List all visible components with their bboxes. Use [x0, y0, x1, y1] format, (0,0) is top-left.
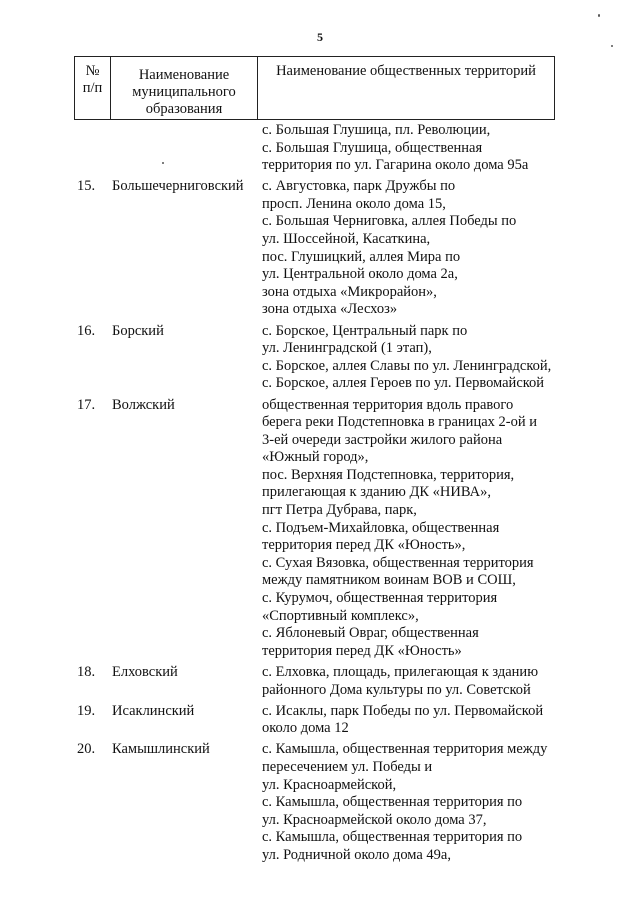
- header-col-municipality: [111, 57, 258, 119]
- row-number: 19.: [77, 702, 96, 719]
- territory-list: [262, 397, 562, 661]
- row-number: 15.: [77, 178, 96, 195]
- territory-line: около дома 12: [262, 720, 349, 737]
- territory-line: общественная территория вдоль правого: [262, 396, 514, 413]
- territory-line: территория перед ДК «Юность»: [262, 642, 462, 659]
- municipality-name: Исаклинский: [112, 702, 195, 719]
- territory-line: с. Елховка, площадь, прилегающая к зданию: [262, 664, 539, 680]
- territory-line: 3-ей очереди застройки жилого района: [262, 431, 503, 448]
- territory-line: берега реки Подстепновка в границах 2-ой и: [262, 414, 537, 431]
- territory-line: ул. Ленинградской (1 этап),: [262, 340, 432, 357]
- municipality-name: Камышлинский: [112, 741, 210, 758]
- territory-line: с. Камышла, общественная территория по: [262, 829, 523, 846]
- territory-line: ул. Центральной около дома 2а,: [262, 266, 458, 283]
- territory-line: с. Борское, аллея Героев по ул. Первомайской: [262, 375, 545, 392]
- page-number: 5: [317, 30, 323, 44]
- scan-speck: [598, 14, 600, 17]
- territory-line: с. Августовка, парк Дружбы по: [262, 178, 456, 195]
- territory-line: с. Борское, Центральный парк по: [262, 322, 468, 339]
- territory-line: «Южный город»,: [262, 449, 369, 466]
- territory-line: ул. Красноармейской,: [262, 776, 397, 793]
- territory-line: с. Борское, аллея Славы по ул. Ленинградской,: [262, 357, 552, 374]
- territory-list: [262, 122, 562, 175]
- municipality-name: Елховский: [112, 664, 178, 680]
- territory-line: с. Камышла, общественная территория по: [262, 794, 523, 811]
- territory-line: с. Сухая Вязовка, общественная территория: [262, 554, 534, 571]
- scan-speck: [611, 45, 613, 47]
- municipality-name: Большечерниговский: [112, 178, 244, 195]
- territory-line: пересечением ул. Победы и: [262, 758, 433, 775]
- territory-line: пос. Верхняя Подстепновка, территория,: [262, 466, 515, 483]
- territory-line: с. Большая Черниговка, аллея Победы по: [262, 213, 517, 230]
- territory-line: ул. Шоссейной, Касаткина,: [262, 231, 431, 248]
- territory-list: [262, 741, 562, 864]
- territory-line: с. Камышла, общественная территория между: [262, 741, 548, 758]
- territory-line: с. Большая Глушица, общественная: [262, 139, 483, 156]
- header-text: Наименование: [138, 67, 230, 83]
- header-col-number: [75, 57, 111, 119]
- territory-line: территория перед ДК «Юность»,: [262, 537, 466, 554]
- municipality-name: Борский: [112, 322, 164, 339]
- territory-line: пгт Петра Дубрава, парк,: [262, 502, 417, 519]
- row-number: 17.: [77, 396, 96, 413]
- row-number: 18.: [77, 664, 96, 680]
- territory-list: [262, 664, 562, 699]
- territory-line: «Спортивный комплекс»,: [262, 607, 419, 624]
- header-text: муниципального: [132, 84, 236, 100]
- territory-line: территория по ул. Гагарина около дома 95а: [262, 157, 529, 174]
- territory-line: зона отдыха «Лесхоз»: [262, 301, 398, 318]
- territory-line: ул. Красноармейской около дома 37,: [262, 811, 487, 828]
- scan-speck: [162, 162, 164, 164]
- header-col-territories: [258, 57, 554, 119]
- territory-line: с. Яблоневый Овраг, общественная: [262, 625, 479, 642]
- territory-line: с. Курумоч, общественная территория: [262, 590, 498, 607]
- territory-list: [262, 703, 562, 738]
- territory-line: просп. Ленина около дома 15,: [262, 195, 446, 212]
- territory-list: [262, 178, 562, 319]
- header-text: образования: [145, 101, 223, 117]
- territory-line: с. Большая Глушица, пл. Революции,: [262, 122, 491, 138]
- header-text: №: [85, 63, 100, 79]
- header-text: п/п: [82, 80, 103, 96]
- header-text: Наименование общественных территорий: [276, 63, 536, 79]
- territory-line: районного Дома культуры по ул. Советской: [262, 681, 531, 698]
- table-header: [74, 56, 555, 120]
- territory-line: ул. Родничной около дома 49а,: [262, 846, 451, 863]
- territory-line: пос. Глушицкий, аллея Мира по: [262, 248, 461, 265]
- territory-list: [262, 323, 562, 393]
- territory-line: между памятником воинам ВОВ и СОШ,: [262, 572, 516, 589]
- territory-line: с. Исаклы, парк Победы по ул. Первомайской: [262, 702, 544, 719]
- municipality-name: Волжский: [112, 396, 175, 413]
- territory-line: прилегающая к зданию ДК «НИВА»,: [262, 484, 491, 501]
- territory-line: зона отдыха «Микрорайон»,: [262, 283, 437, 300]
- row-number: 20.: [77, 741, 96, 758]
- territory-line: с. Подъем-Михайловка, общественная: [262, 519, 500, 536]
- row-number: 16.: [77, 322, 96, 339]
